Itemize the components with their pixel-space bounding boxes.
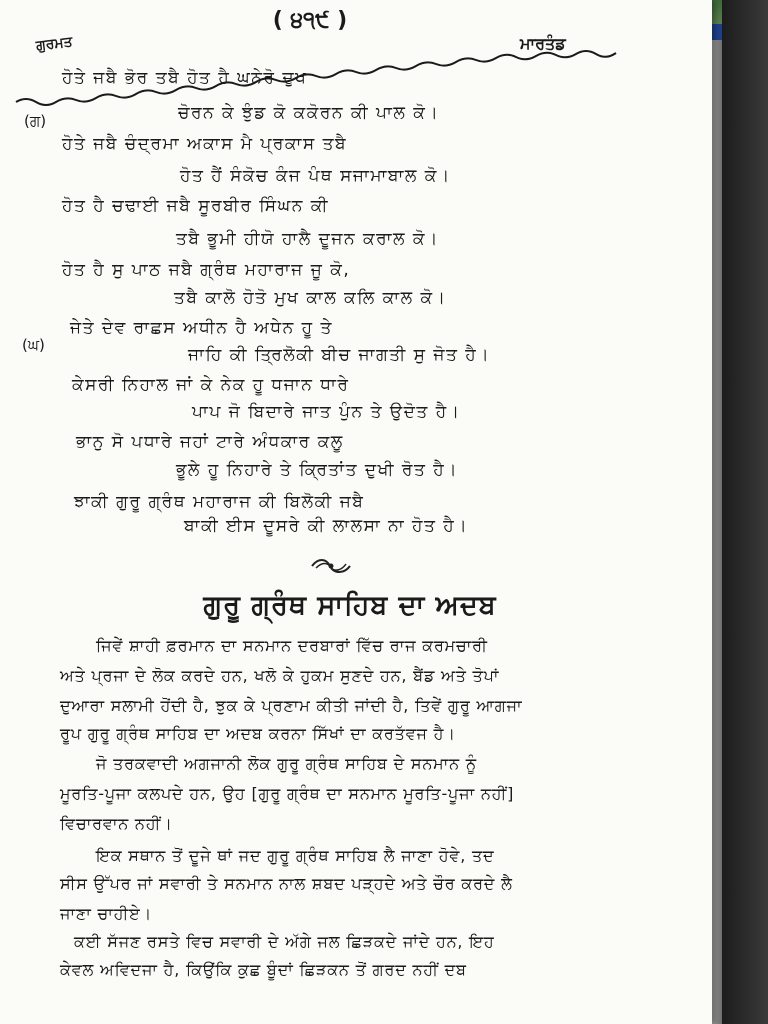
paragraph-line: ਕਈ ਸੱਜਣ ਰਸਤੇ ਵਿਚ ਸਵਾਰੀ ਦੇ ਅੱਗੇ ਜਲ ਛਿੜਕਦੇ ਜਾਂਦੇ ਹਨ, ਇਹ [74,932,495,951]
background-surface [722,0,768,1024]
verse-line: ਹੋਤ ਹੈ ਸੁ ਪਾਠ ਜਬੈ ਗ੍ਰੰਥ ਮਹਾਰਾਜ ਜੂ ਕੋ, [62,260,351,280]
page-number: ( ੪੧੯ ) [272,8,348,33]
verse-line: ਜਾਹਿ ਕੀ ਤ੍ਰਿਲੋਕੀ ਬੀਚ ਜਾਗਤੀ ਸੁ ਜੋਤ ਹੈ। [188,345,491,365]
running-header-right: ਮਾਰਤੰਡ [520,34,566,53]
ornament-icon [308,556,354,576]
verse-line: ਬਾਕੀ ਈਸ ਦੂਸਰੇ ਕੀ ਲਾਲਸਾ ਨਾ ਹੋਤ ਹੈ। [184,516,469,536]
verse-line: ਹੋਤੇ ਜਬੈ ਭੋਰ ਤਬੈ ਹੋਤ ਹੈ ਘਨੇਰੋ ਦੁਖ [62,68,308,88]
verse-marker: (ਗ) [24,112,47,130]
verse-marker: (ਘ) [22,336,45,354]
verse-line: ਤਬੈ ਕਾਲੋ ਹੋਤੋ ਮੁਖ ਕਾਲ ਕਲਿ ਕਾਲ ਕੋ। [174,288,447,308]
verse-line: ਝਾਕੀ ਗੁਰੂ ਗ੍ਰੰਥ ਮਹਾਰਾਜ ਕੀ ਬਿਲੋਕੀ ਜਬੈ [74,492,365,512]
paragraph-line: ਸੀਸ ਉੱਪਰ ਜਾਂ ਸਵਾਰੀ ਤੇ ਸਨਮਾਨ ਨਾਲ ਸ਼ਬਦ ਪੜ੍ਹਦੇ ਅਤੇ ਚੌਰ ਕਰਦੇ ਲੈ [60,874,513,893]
verse-line: ਹੋਤ ਹੈਂ ਸੰਕੋਚ ਕੰਜ ਪੰਥ ਸਜਾਮਾਬਾਲ ਕੋ। [180,166,451,186]
verse-line: ਭੂਲੇ ਹੂ ਨਿਹਾਰੇ ਤੇ ਕ੍ਰਿਤਾਂਤ ਦੁਖੀ ਰੋਤ ਹੈ। [176,460,459,480]
verse-line: ਤਬੈ ਭੂਮੀ ਹੀਯੋ ਹਾਲੈ ਦੂਜਨ ਕਰਾਲ ਕੋ। [176,229,439,249]
paragraph-line: ਜਾਣਾ ਚਾਹੀਏ। [60,904,153,923]
paragraph-line: ਇਕ ਸਥਾਨ ਤੋਂ ਦੂਜੇ ਥਾਂ ਜਦ ਗੁਰੂ ਗ੍ਰੰਥ ਸਾਹਿਬ ਲੈ ਜਾਣਾ ਹੋਵੇ, ਤਦ [96,846,495,865]
paragraph-line: ਜਿਵੇਂ ਸ਼ਾਹੀ ਫ਼ਰਮਾਨ ਦਾ ਸਨਮਾਨ ਦਰਬਾਰਾਂ ਵਿੱਚ ਰਾਜ ਕਰਮਚਾਰੀ [96,636,488,655]
verse-line: ਕੇਸਰੀ ਨਿਹਾਲ ਜਾਂ ਕੇ ਨੇਕ ਹੂ ਧਜਾਨ ਧਾਰੇ [72,375,350,395]
paragraph-line: ਰੂਪ ਗੁਰੂ ਗ੍ਰੰਥ ਸਾਹਿਬ ਦਾ ਅਦਬ ਕਰਨਾ ਸਿੱਖਾਂ ਦਾ ਕਰਤੱਵਜ ਹੈ। [60,724,456,743]
running-header-left: ਗੁਰਮਤ [35,33,74,55]
paragraph-line: ਮੂਰਤਿ-ਪੂਜਾ ਕਲਪਦੇ ਹਨ, ਉਹ [ਗੁਰੂ ਗ੍ਰੰਥ ਦਾ ਸਨਮਾਨ ਮੂਰਤਿ-ਪੂਜਾ ਨਹੀਂ] [60,784,515,803]
section-title: ਗੁਰੂ ਗ੍ਰੰਥ ਸਾਹਿਬ ਦਾ ਅਦਬ [203,590,497,621]
verse-line: ਭਾਨੁ ਸੋ ਪਧਾਰੇ ਜਹਾਂ ਟਾਰੇ ਅੰਧਕਾਰ ਕਲੂ [76,432,344,452]
verse-line: ਹੋਤੇ ਜਬੈ ਚੰਦ੍ਰਮਾ ਅਕਾਸ ਮੈ ਪ੍ਰਕਾਸ ਤਬੈ [62,134,348,154]
verse-line: ਪਾਪ ਜੋ ਬਿਦਾਰੇ ਜਾਤ ਪੁੰਨ ਤੇ ਉਦੋਤ ਹੈ। [192,402,461,422]
paragraph-line: ਅਤੇ ਪ੍ਰਜਾ ਦੇ ਲੋਕ ਕਰਦੇ ਹਨ, ਖਲੋ ਕੇ ਹੁਕਮ ਸੁਣਦੇ ਹਨ, ਬੈਂਡ ਅਤੇ ਤੋਪਾਂ [60,666,500,685]
paragraph-line: ਵਿਚਾਰਵਾਨ ਨਹੀਂ। [60,814,173,833]
paragraph-line: ਜੋ ਤਰਕਵਾਦੀ ਅਗਜਾਨੀ ਲੋਕ ਗੁਰੂ ਗ੍ਰੰਥ ਸਾਹਿਬ ਦੇ ਸਨਮਾਨ ਨੂੰ [96,754,477,773]
verse-line: ਹੋਤ ਹੈ ਚਢਾਈ ਜਬੈ ਸੂਰਬੀਰ ਸਿੰਘਨ ਕੀ [62,196,329,216]
paragraph-line: ਕੇਵਲ ਅਵਿਦਜਾ ਹੈ, ਕਿਉਂਕਿ ਕੁਛ ਬੂੰਦਾਂ ਛਿੜਕਨ ਤੋਂ ਗਰਦ ਨਹੀਂ ਦਬ [60,960,467,979]
verse-line: ਚੋਰਨ ਕੇ ਝੁੰਡ ਕੋ ਕਕੋਰਨ ਕੀ ਪਾਲ ਕੋ। [178,103,440,123]
verse-line: ਜੇਤੇ ਦੇਵ ਰਾਛਸ ਅਧੀਨ ਹੈ ਅਧੇਨ ਹੂ ਤੇ [70,318,333,338]
paragraph-line: ਦੁਆਰਾ ਸਲਾਮੀ ਹੋਂਦੀ ਹੈ, ਝੁਕ ਕੇ ਪ੍ਰਣਾਮ ਕੀਤੀ ਜਾਂਦੀ ਹੈ, ਤਿਵੇਂ ਗੁਰੂ ਆਗਜਾ [60,696,523,715]
